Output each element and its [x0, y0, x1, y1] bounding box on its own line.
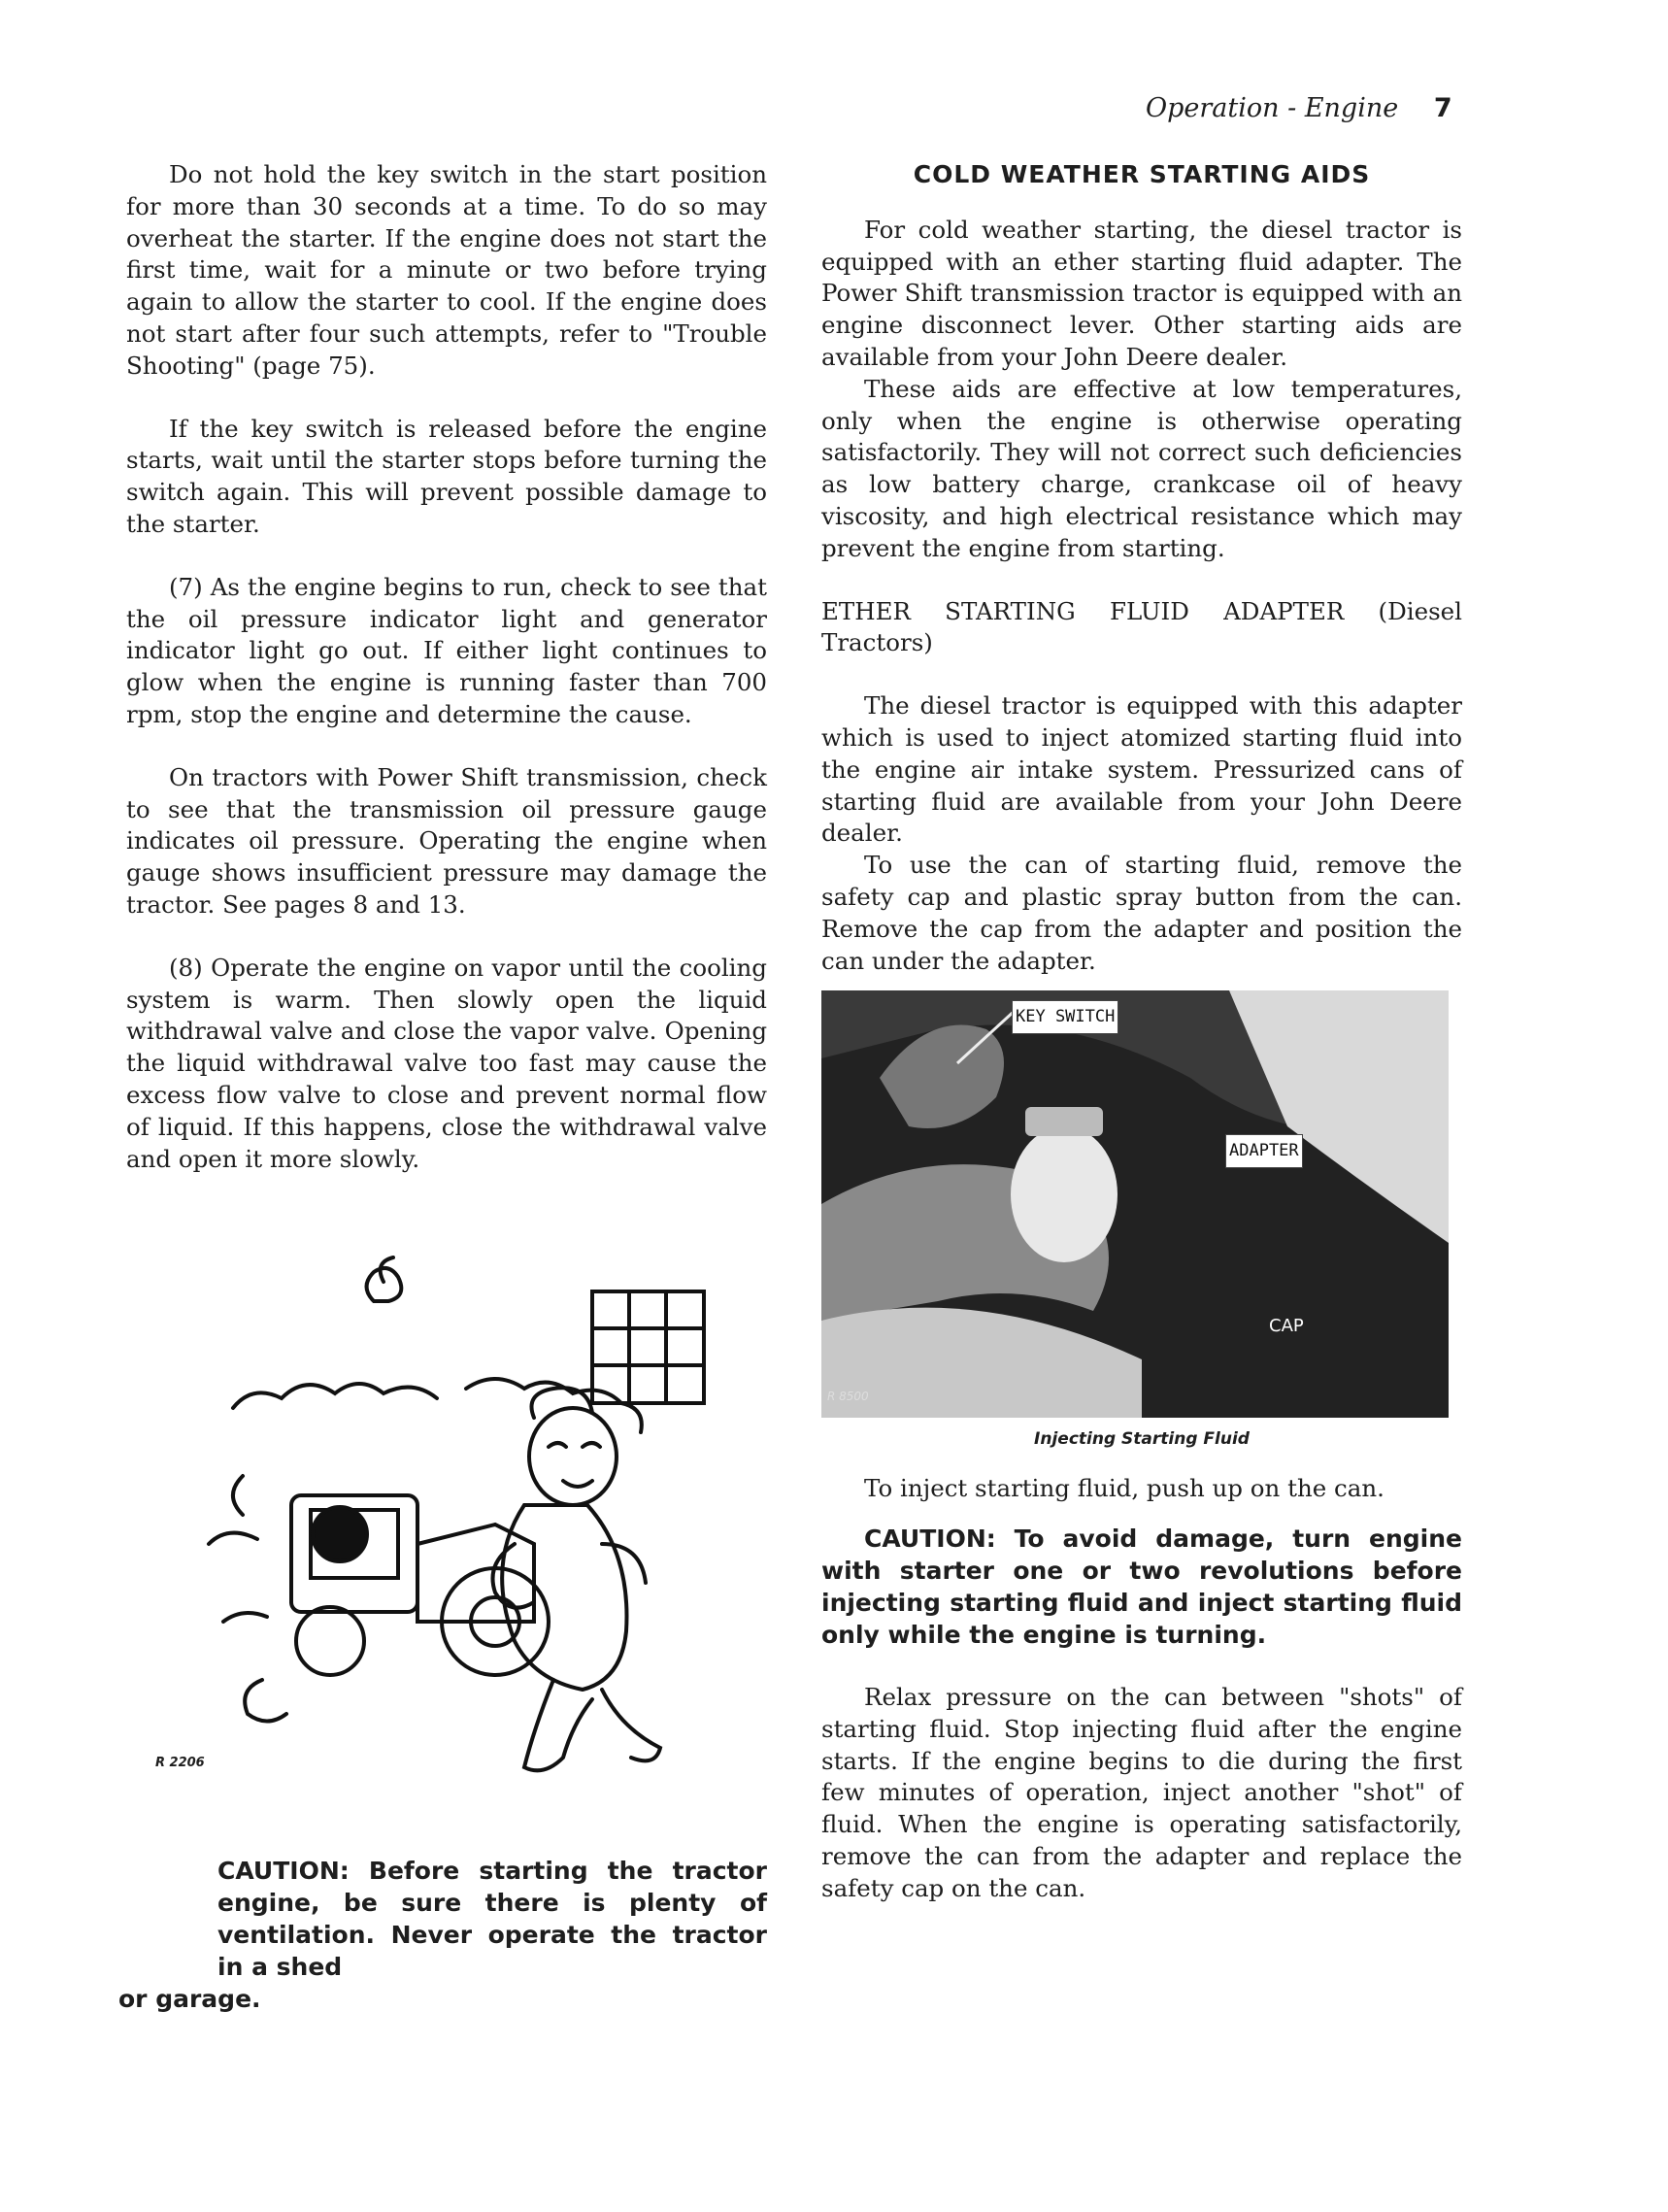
- paragraph: If the key switch is released before the engine starts, wait until the starter stops before turning the switch again. This will prevent possible damage to the starter.: [126, 414, 767, 538]
- right-column: [821, 159, 1462, 1905]
- section-heading: COLD WEATHER STARTING AIDS: [913, 160, 1371, 188]
- paragraph: (7) As the engine begins to run, check to see that the oil pressure indicator light and generator indicator light go out. If either light continues to glow when the engine is running faster than 700 rpm, stop the engine and determine the cause.: [126, 572, 767, 728]
- page-number: 7: [1433, 93, 1452, 123]
- left-column: [126, 159, 767, 1175]
- paragraph: Do not hold the key switch in the start position for more than 30 seconds at a time. To do so may overheat the starter. If the engine does not start the first time, wait for a minute or two before trying again to allow the starter to cool. If the engine does not start after four such attempts, refer to "Trouble Shooting" (page 75).: [126, 160, 767, 380]
- starting-fluid-photo: [821, 990, 1449, 1418]
- caution-ventilation: CAUTION: Before starting the tractor engine, be sure there is plenty of ventilation. Never operate the tractor in a shed or garage.: [118, 1857, 767, 2013]
- figure-code: R 2206: [155, 1756, 205, 1770]
- paragraph: To use the can of starting fluid, remove the safety cap and plastic spray button from the can. Remove the cap from the adapter and position the can under the adapter.: [821, 851, 1462, 975]
- photo-caption: Injecting Starting Fluid: [1034, 1429, 1250, 1450]
- paragraph: The diesel tractor is equipped with this adapter which is used to inject atomized starting fluid into the engine air intake system. Pressurized cans of starting fluid are available from your John Deere dealer.: [821, 691, 1462, 848]
- key-switch-label: KEY SWITCH: [1012, 1000, 1118, 1034]
- paragraph: These aids are effective at low temperatures, only when the engine is otherwise operating satisfactorily. They will not correct such deficiencies as low battery charge, crankcase oil of heavy viscosity, and high electrical resistance which may prevent the engine from starting.: [821, 374, 1462, 562]
- paragraph: (8) Operate the engine on vapor until the cooling system is warm. Then slowly open the liquid withdrawal valve and close the vapor valve. Opening the liquid withdrawal valve too fast may cause the excess flow valve to close and prevent normal flow of liquid. If this happens, close the withdrawal valve and open it more slowly.: [126, 953, 767, 1173]
- adapter-label: ADAPTER: [1225, 1134, 1303, 1168]
- paragraph: On tractors with Power Shift transmission, check to see that the transmission oil pressure gauge indicates oil pressure. Operating the engine when gauge shows insufficient pressure may damage the tractor. See pages 8 and 13.: [126, 762, 767, 919]
- tractor-cartoon-illustration: [204, 1253, 728, 1796]
- photo-scene: [821, 990, 1449, 1418]
- paragraph: To inject starting fluid, push up on the can.: [864, 1474, 1384, 1503]
- page-header: [1146, 93, 1466, 123]
- paragraph: For cold weather starting, the diesel tractor is equipped with an ether starting fluid adapter. The Power Shift transmission tractor is equipped with an engine disconnect lever. Other starting aids are available from your John Deere dealer.: [821, 215, 1462, 371]
- subheading: ETHER STARTING FLUID ADAPTER (Diesel Tractors): [821, 596, 1462, 657]
- paragraph: Relax pressure on the can between "shots" of starting fluid. Stop injecting fluid after the engine starts. If the engine begins to die during the first few minutes of operation, inject another "shot" of fluid. When the engine is operating satisfactorily, remove the can from the adapter and replace the safety cap on the can.: [821, 1682, 1462, 1902]
- cap-label: CAP: [1269, 1316, 1304, 1337]
- photo-code: R 8500: [827, 1389, 869, 1403]
- caution-turning: CAUTION: To avoid damage, turn engine with starter one or two revolutions before injecting starting fluid and inject starting fluid only while the engine is turning.: [821, 1524, 1462, 1649]
- section-title: Operation - Engine: [1146, 93, 1399, 123]
